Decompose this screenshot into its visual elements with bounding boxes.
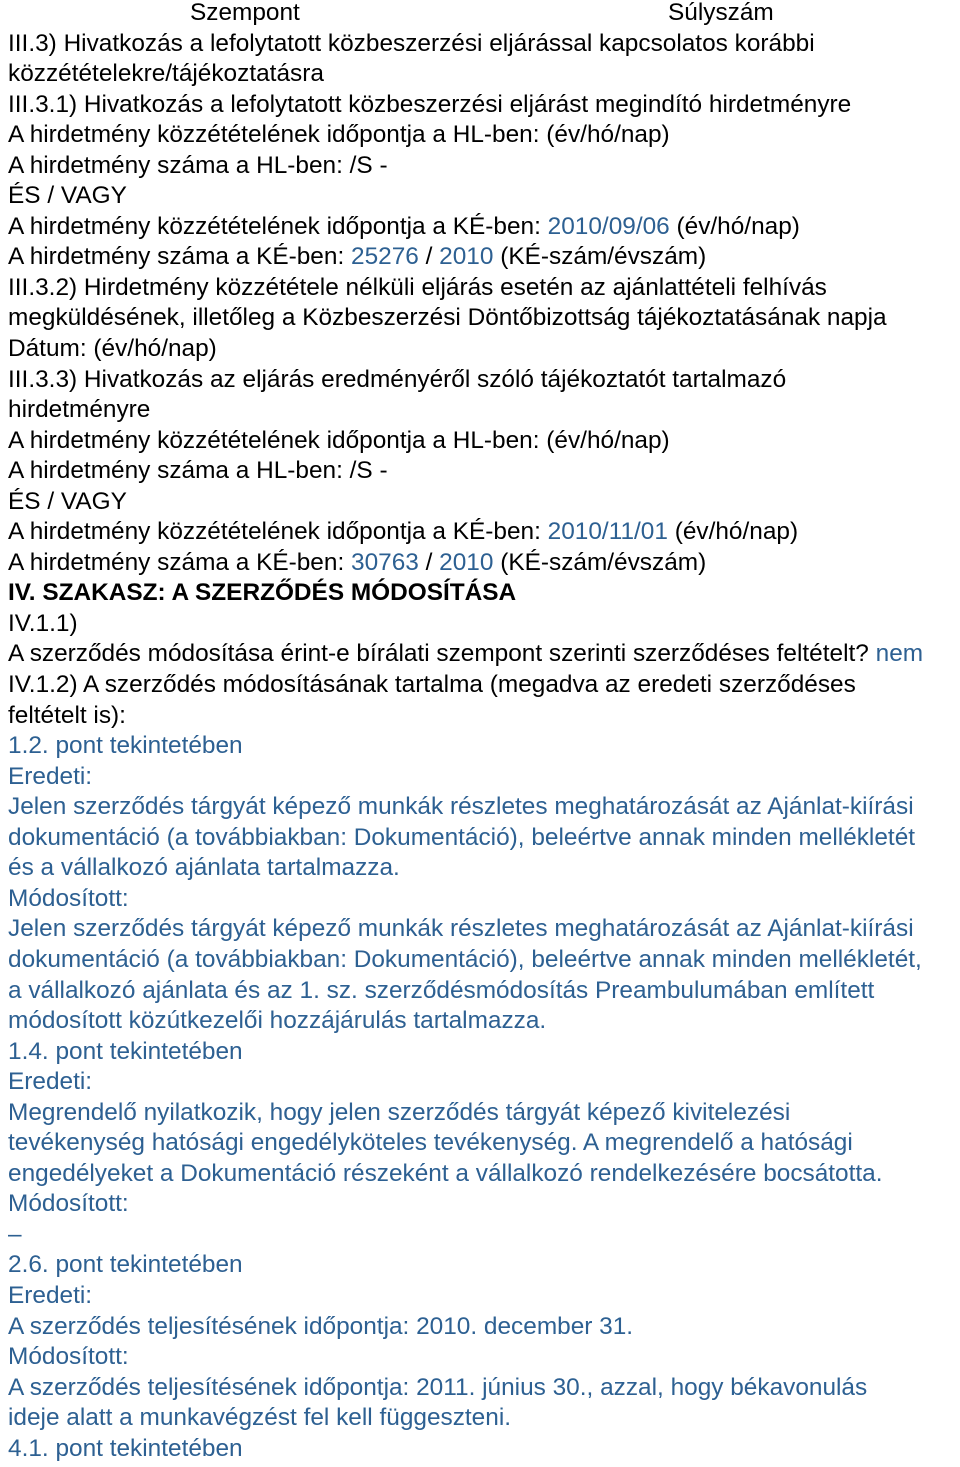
hl-date-label: A hirdetmény közzétételének időpontja a HL-ben: — [8, 121, 540, 149]
original-text-line: és a vállalkozó ajánlata tartalmazza. — [8, 854, 400, 882]
ke-date-label: A hirdetmény közzétételének időpontja a KÉ-ben: — [8, 518, 541, 546]
change-point-heading: 1.4. pont tekintetében — [8, 1037, 243, 1065]
original-text-line: Jelen szerződés tárgyát képező munkák részletes meghatározását az Ajánlat-kiírási — [8, 793, 914, 821]
document-page — [8, 0, 952, 1464]
modified-text-line: Jelen szerződés tárgyát képező munkák részletes meghatározását az Ajánlat-kiírási — [8, 915, 914, 943]
iii-3-3-hl-date-line — [8, 426, 952, 457]
modified-text-line: ideje alatt a munkavégzést fel kell függeszteni. — [8, 1404, 512, 1432]
iv-1-1-label: IV.1.1) — [8, 609, 78, 637]
ke-number-format: (KÉ-szám/évszám) — [500, 548, 707, 576]
iii-3-3-hl-number-line: A hirdetmény száma a HL-ben: /S - — [8, 457, 388, 485]
ke-number-separator: / — [425, 243, 433, 271]
ke-date-format: (év/hó/nap) — [674, 518, 799, 546]
modified-text-line: a vállalkozó ajánlata és az 1. sz. szerződésmódosítás Preambulumában említett — [8, 976, 875, 1004]
original-text-line: engedélyeket a Dokumentáció részeként a vállalkozó rendelkezésére bocsátotta. — [8, 1159, 883, 1187]
modified-text-line: A szerződés teljesítésének időpontja: 2011. június 30., azzal, hogy békavonulás — [8, 1373, 868, 1401]
iii-3-3-ke-number-line — [8, 548, 952, 579]
iii-3-1-hl-number-line: A hirdetmény száma a HL-ben: /S - — [8, 151, 388, 179]
weight-column-header: Súlyszám — [668, 0, 774, 26]
modified-text-line: módosított közútkezelői hozzájárulás tartalmazza. — [8, 1007, 547, 1035]
iii-3-1-ke-date-line — [8, 212, 952, 243]
iii-3-3-ke-date-line — [8, 517, 952, 548]
section-iii-3-2-title-line-1: III.3.2) Hirdetmény közzététele nélküli eljárás esetén az ajánlattételi felhívás — [8, 273, 827, 301]
iv-1-1-question: A szerződés módosítása érint-e bírálati szempont szerinti szerződéses feltételt? — [8, 640, 869, 668]
change-point-heading: 4.1. pont tekintetében — [8, 1434, 243, 1462]
iv-1-2-title-line-2: feltételt is): — [8, 701, 126, 729]
iii-3-3-and-or: ÉS / VAGY — [8, 487, 127, 515]
modified-label: Módosított: — [8, 1343, 129, 1371]
modified-label: Módosított: — [8, 884, 129, 912]
ke-date-label: A hirdetmény közzétételének időpontja a KÉ-ben: — [8, 212, 541, 240]
iii-3-1-hl-date-line — [8, 120, 952, 151]
iii-3-1-and-or: ÉS / VAGY — [8, 182, 127, 210]
date-label: Dátum: — [8, 335, 87, 363]
ke-number-label: A hirdetmény száma a KÉ-ben: — [8, 243, 345, 271]
ke-year-value: 2010 — [439, 243, 494, 271]
ke-date-value: 2010/09/06 — [547, 212, 670, 240]
original-label: Eredeti: — [8, 762, 93, 790]
ke-date-value: 2010/11/01 — [547, 518, 668, 546]
change-point-heading: 1.2. pont tekintetében — [8, 732, 243, 760]
iii-3-2-date-line — [8, 334, 952, 365]
table-header — [8, 0, 952, 29]
ke-date-format: (év/hó/nap) — [676, 212, 800, 240]
section-iii-3-3-title-line-1: III.3.3) Hivatkozás az eljárás eredményéről szóló tájékoztatót tartalmazó — [8, 365, 787, 393]
original-label: Eredeti: — [8, 1068, 93, 1096]
change-point-heading: 2.6. pont tekintetében — [8, 1251, 243, 1279]
hl-date-format: (év/hó/nap) — [546, 121, 670, 149]
section-iv-title: IV. SZAKASZ: A SZERZŐDÉS MÓDOSÍTÁSA — [8, 579, 517, 607]
original-label: Eredeti: — [8, 1281, 93, 1309]
original-text-line: Megrendelő nyilatkozik, hogy jelen szerződés tárgyát képező kivitelezési — [8, 1098, 791, 1126]
section-iii-3-2-title-line-2: megküldésének, illetőleg a Közbeszerzési Döntőbizottság tájékoztatásának napja — [8, 304, 887, 332]
hl-date-label: A hirdetmény közzétételének időpontja a HL-ben: — [8, 426, 540, 454]
iii-3-1-ke-number-line — [8, 242, 952, 273]
iv-1-1-answer: nem — [875, 640, 924, 668]
ke-number-value: 25276 — [351, 243, 419, 271]
ke-number-format: (KÉ-szám/évszám) — [500, 243, 707, 271]
modified-text-line: dokumentáció (a továbbiakban: Dokumentáció), beleértve annak minden mellékletét, — [8, 945, 922, 973]
ke-year-value: 2010 — [439, 548, 494, 576]
modified-text-line: – — [8, 1220, 22, 1248]
ke-number-separator: / — [425, 548, 433, 576]
ke-number-label: A hirdetmény száma a KÉ-ben: — [8, 548, 345, 576]
section-iii-3-title-line-2: közzétételekre/tájékoztatásra — [8, 60, 324, 88]
original-text-line: A szerződés teljesítésének időpontja: 2010. december 31. — [8, 1312, 634, 1340]
modified-label: Módosított: — [8, 1190, 129, 1218]
section-iii-3-title-line-1: III.3) Hivatkozás a lefolytatott közbeszerzési eljárással kapcsolatos korábbi — [8, 29, 815, 57]
original-text-line: tevékenység hatósági engedélyköteles tevékenység. A megrendelő a hatósági — [8, 1129, 853, 1157]
date-format: (év/hó/nap) — [93, 335, 217, 363]
criterion-column-header: Szempont — [190, 0, 300, 26]
hl-date-format: (év/hó/nap) — [546, 426, 670, 454]
iv-1-2-title-line-1: IV.1.2) A szerződés módosításának tartalma (megadva az eredeti szerződéses — [8, 671, 856, 699]
section-iii-3-3-title-line-2: hirdetményre — [8, 396, 151, 424]
original-text-line: dokumentáció (a továbbiakban: Dokumentáció), beleértve annak minden mellékletét — [8, 823, 916, 851]
iv-1-1-question-line — [8, 639, 952, 670]
section-iii-3-1-title: III.3.1) Hivatkozás a lefolytatott közbeszerzési eljárást megindító hirdetményre — [8, 90, 852, 118]
ke-number-value: 30763 — [351, 548, 419, 576]
